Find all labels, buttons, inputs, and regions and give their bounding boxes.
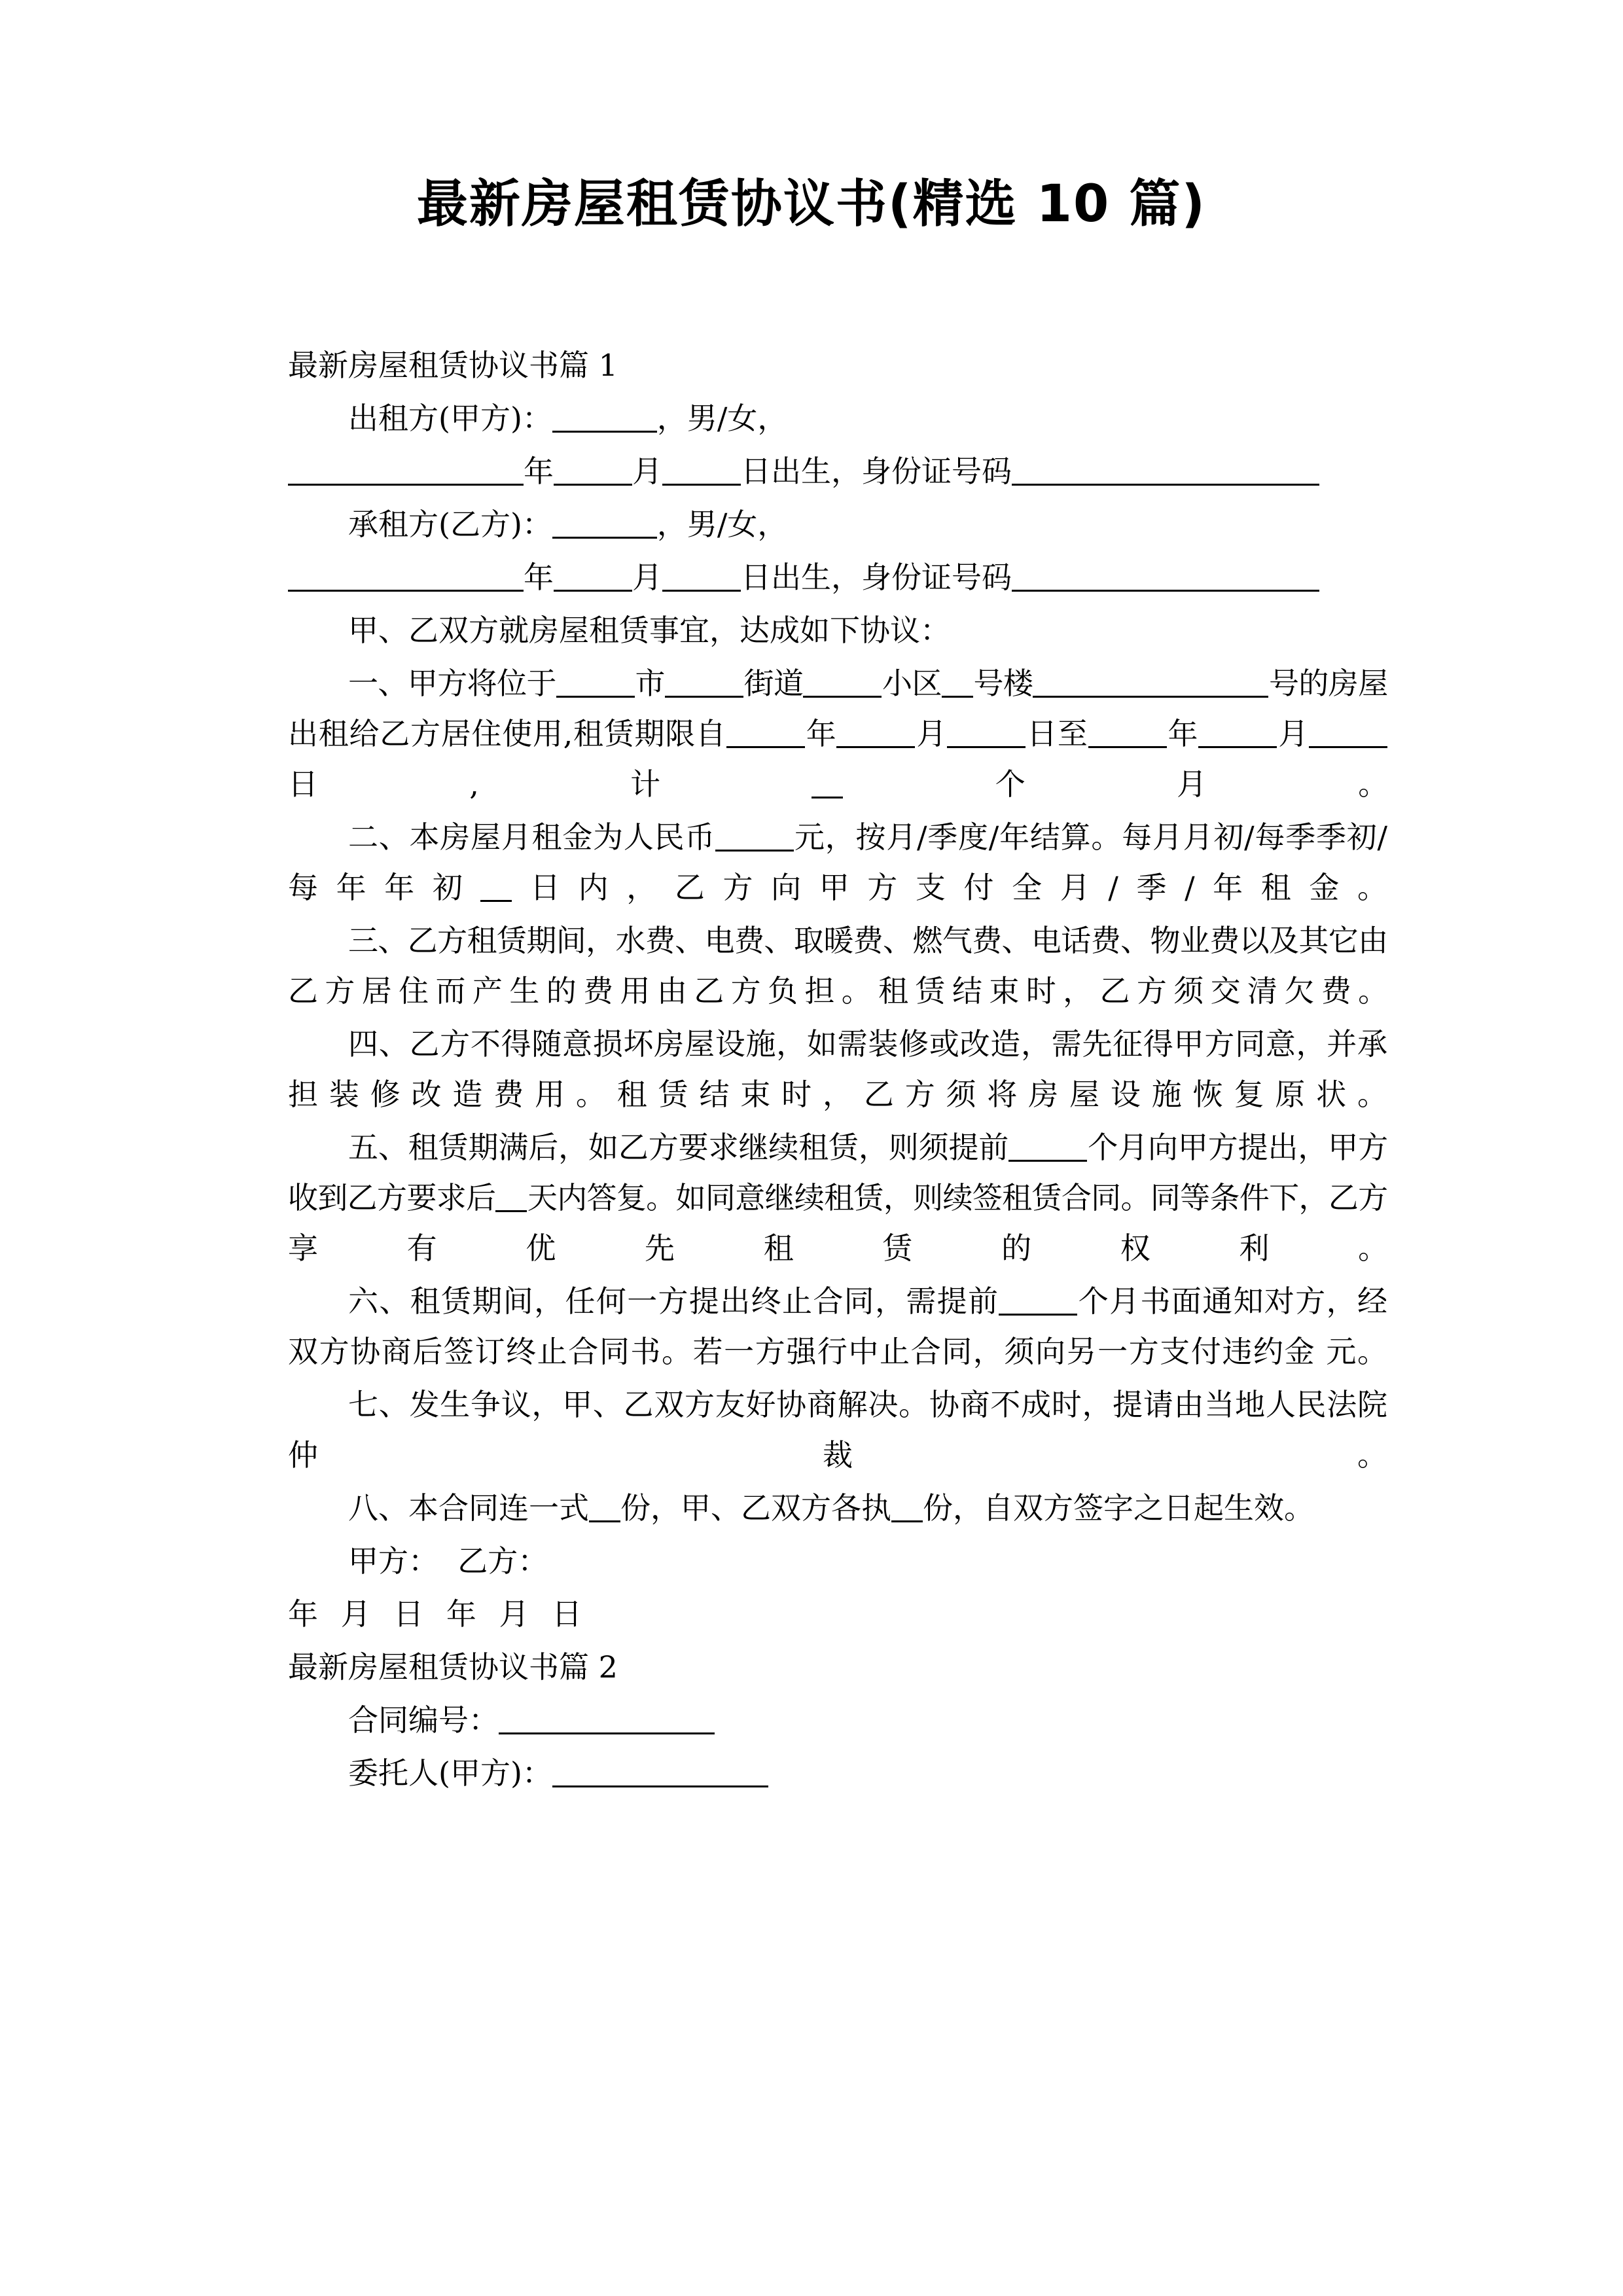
party-b-birth-line	[288, 552, 1387, 603]
clause-5-part-b: 个月向甲方提出，甲方收到乙方要求后	[288, 1130, 1387, 1215]
clause-1-number-label: 号的房屋出租给乙方居住使用,租赁期限自	[288, 666, 1387, 751]
clause-8-total-copies-blank[interactable]	[589, 1520, 620, 1522]
party-a-birth-year-blank[interactable]	[288, 484, 524, 486]
party-b-year-label: 年	[524, 560, 554, 595]
clause-1-city-label: 市	[634, 666, 665, 701]
clause-1-street-blank[interactable]	[665, 696, 743, 698]
clause-1-months-total-label: 个月。	[843, 766, 1387, 802]
clause-8-part-c: 份，自双方签字之日起生效。	[923, 1490, 1314, 1526]
clause-2-days-blank[interactable]	[480, 900, 512, 902]
agreement-intro: 甲、乙双方就房屋租赁事宜，达成如下协议：	[348, 613, 950, 648]
clause-1-months-blank[interactable]	[812, 797, 843, 798]
clause-2	[288, 812, 1387, 913]
section-heading-1: 最新房屋租赁协议书篇 1	[288, 348, 618, 383]
party-a-birth-line	[288, 446, 1387, 497]
clause-1-building-label: 号楼	[972, 666, 1033, 701]
clause-1-room-blank[interactable]	[1033, 696, 1268, 698]
clause-1	[288, 658, 1387, 810]
clause-5	[288, 1122, 1387, 1274]
party-b-label: 承租方(乙方)：	[348, 507, 552, 542]
clause-1-building-blank[interactable]	[942, 696, 973, 698]
party-b-birth-year-blank[interactable]	[288, 590, 524, 592]
clause-1-month2-label: 月	[1277, 716, 1309, 751]
clause-2-part-b: 元，按月/季度/年结算。每月月初/每季季初/每年年初	[288, 819, 1388, 905]
party-b-line	[288, 499, 1387, 550]
page-title: 最新房屋租赁协议书(精选 10 篇)	[416, 175, 1207, 234]
clause-1-district-blank[interactable]	[803, 696, 882, 698]
clause-7-tail: 院仲裁。	[288, 1387, 1387, 1473]
clause-1-start-year-blank[interactable]	[726, 746, 805, 748]
contract-number-label: 合同编号：	[348, 1702, 499, 1738]
clause-6-part-a: 六、租赁期间，任何一方提出终止合同，需提前	[348, 1283, 999, 1319]
party-a-id-blank[interactable]	[1012, 484, 1319, 486]
clause-3: 三、乙方租赁期间，水费、电费、取暖费、燃气费、电话费、物业费以及其它由乙方居住而产生的费用由乙方负担。租赁结束时，乙方须交清欠费。	[288, 923, 1387, 1009]
clause-1-day-to-label: 日至	[1026, 716, 1088, 751]
clause-1-day2-label: 日,计	[288, 766, 812, 802]
clause-1-month-label: 月	[915, 716, 948, 751]
party-a-year-label: 年	[524, 454, 554, 489]
contract-number-line	[288, 1695, 1387, 1746]
clause-8	[288, 1483, 1387, 1534]
clause-5-reply-days-blank[interactable]	[495, 1210, 527, 1212]
clause-8-part-a: 八、本合同连一式	[348, 1490, 589, 1526]
party-a-gender-label: ，男/女，	[656, 401, 788, 436]
party-a-line	[288, 393, 1387, 444]
clause-1-year-label: 年	[804, 716, 837, 751]
party-a-birth-month-blank[interactable]	[554, 484, 632, 486]
clause-2-part-c: 日内，乙方向甲方支付全月/季/年租金。	[512, 870, 1387, 905]
party-a-day-label: 日出生，身份证号码	[741, 454, 1012, 489]
clause-5-tail: 乙方享有优先租赁的权利。	[288, 1180, 1387, 1266]
entruster-line	[288, 1748, 1387, 1799]
clause-4: 四、乙方不得随意损坏房屋设施，如需装修或改造，需先征得甲方同意，并承担装修改造费用。租赁结束时，乙方须将房屋设施恢复原状。	[288, 1026, 1387, 1112]
party-a-month-label: 月	[632, 454, 662, 489]
clause-1-end-year-blank[interactable]	[1088, 746, 1167, 748]
clause-7	[288, 1380, 1387, 1480]
party-a-name-blank[interactable]	[552, 431, 657, 433]
party-b-month-label: 月	[632, 560, 662, 595]
document-body	[288, 340, 1387, 1801]
clause-1-district-label: 小区	[882, 666, 942, 701]
party-b-day-label: 日出生，身份证号码	[741, 560, 1012, 595]
party-a-birth-day-blank[interactable]	[662, 484, 741, 486]
clause-1-start-month-blank[interactable]	[836, 746, 915, 748]
party-b-birth-day-blank[interactable]	[662, 590, 741, 592]
clause-5-part-a: 五、租赁期满后，如乙方要求继续租赁，则须提前	[348, 1130, 1009, 1165]
entruster-blank[interactable]	[552, 1785, 768, 1787]
clause-1-start-day-blank[interactable]	[947, 746, 1026, 748]
party-b-birth-month-blank[interactable]	[554, 590, 632, 592]
party-b-name-blank[interactable]	[552, 537, 657, 539]
party-b-id-blank[interactable]	[1012, 590, 1319, 592]
signature-dates-line: 年 月 日 年 月 日	[288, 1596, 589, 1632]
entruster-label: 委托人(甲方)：	[348, 1755, 552, 1791]
clause-1-end-month-blank[interactable]	[1198, 746, 1277, 748]
signature-parties-line: 甲方： 乙方：	[348, 1543, 548, 1579]
contract-number-blank[interactable]	[499, 1732, 715, 1734]
section-heading-2: 最新房屋租赁协议书篇 2	[288, 1649, 618, 1685]
clause-1-prefix: 一、甲方将位于	[348, 666, 556, 701]
clause-1-city-blank[interactable]	[556, 696, 635, 698]
clause-6-terminate-months-blank[interactable]	[999, 1314, 1077, 1316]
clause-1-end-day-blank[interactable]	[1309, 746, 1387, 748]
clause-2-rent-blank[interactable]	[715, 850, 794, 852]
clause-5-part-c: 天内答复。如同意继续租赁，则续签租赁合同。同等条件下，	[527, 1180, 1329, 1215]
clause-8-part-b: 份，甲、乙双方各执	[620, 1490, 891, 1526]
clause-6	[288, 1276, 1387, 1377]
clause-7-body: 七、发生争议，甲、乙双方友好协商解决。协商不成时，提请由当地人民法	[348, 1387, 1357, 1422]
clause-8-each-copies-blank[interactable]	[891, 1520, 923, 1522]
clause-6-part-b: 个月书面通知对方，经双方协商后签订终止合同书。若一方强行中止合同，须向另一方支付违约金 元。	[288, 1283, 1388, 1369]
clause-1-year2-label: 年	[1166, 716, 1199, 751]
clause-2-part-a: 二、本房屋月租金为人民币	[348, 819, 716, 855]
clause-5-notice-months-blank[interactable]	[1008, 1160, 1087, 1162]
clause-1-street-label: 街道	[743, 666, 804, 701]
party-b-gender-label: ，男/女，	[656, 507, 788, 542]
party-a-label: 出租方(甲方)：	[348, 401, 552, 436]
